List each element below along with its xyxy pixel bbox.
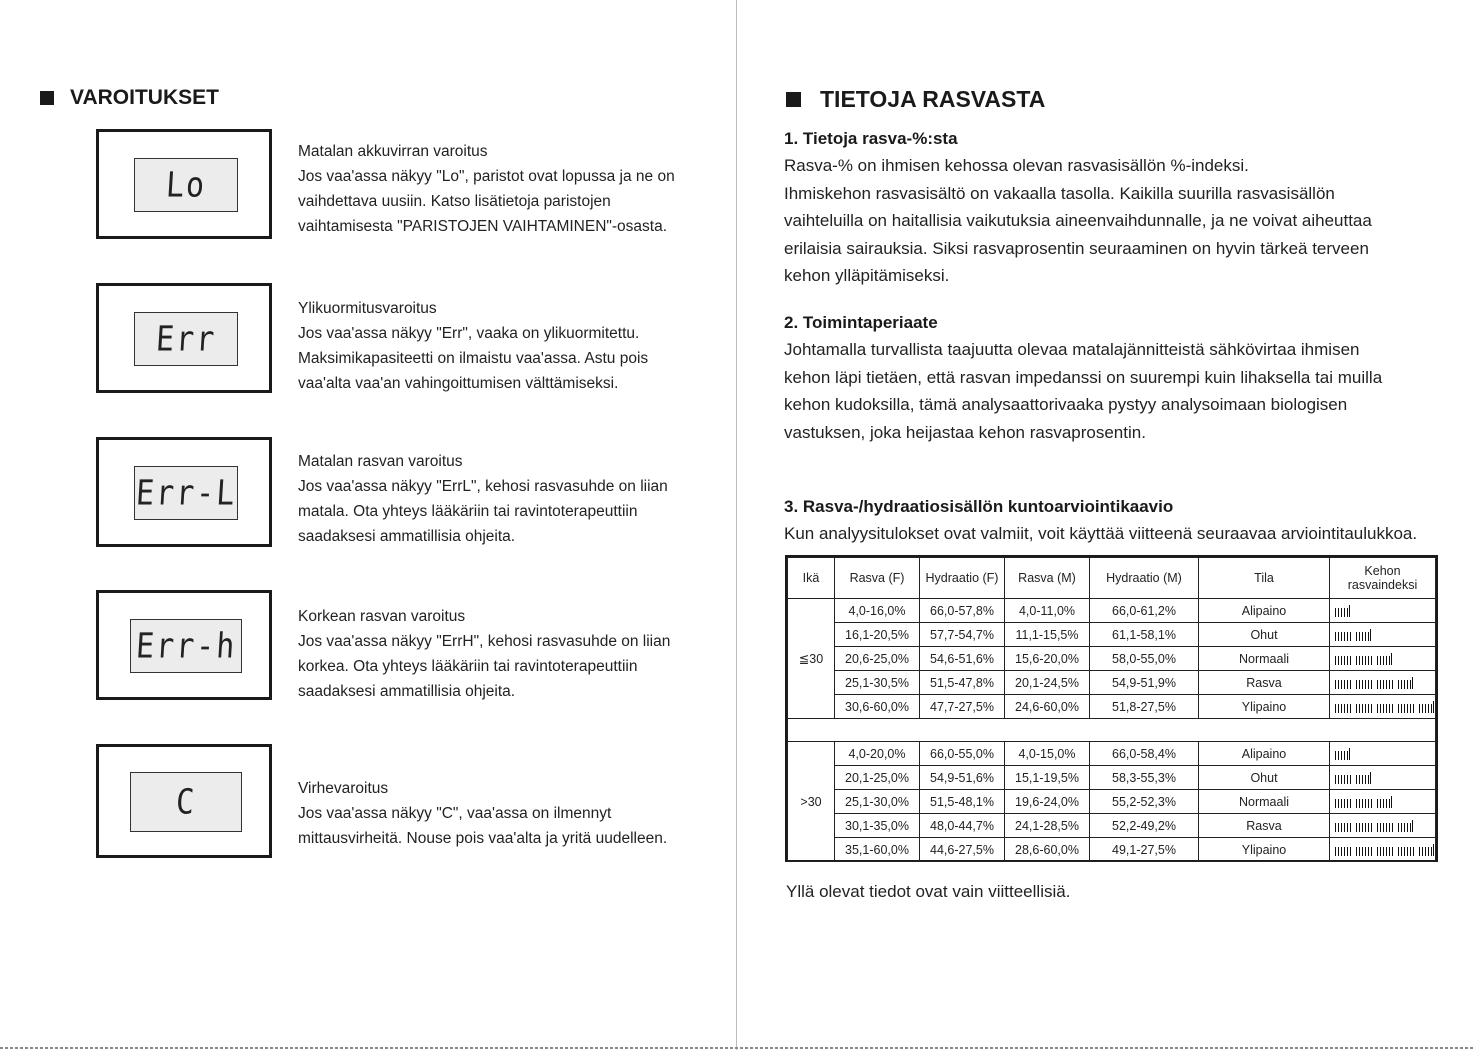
index-bar-group bbox=[1335, 751, 1348, 760]
index-bars-icon bbox=[1335, 820, 1413, 832]
index-bars-icon bbox=[1335, 772, 1371, 784]
index-bar-group bbox=[1419, 847, 1432, 856]
index-bars-icon bbox=[1335, 796, 1392, 808]
warning-title: Matalan akkuvirran varoitus bbox=[298, 143, 488, 160]
index-bar-group bbox=[1356, 680, 1372, 689]
index-bar-group bbox=[1377, 823, 1393, 832]
table-row bbox=[788, 647, 1436, 671]
paragraph-assessment-intro: Kun analyysitulokset ovat valmiit, voit käyttää viitteenä seuraavaa arviointitaulukkoa. bbox=[784, 524, 1418, 543]
index-bar-group bbox=[1377, 799, 1390, 808]
status-cell: Ohut bbox=[1199, 766, 1330, 790]
col-header-age: Ikä bbox=[788, 558, 835, 599]
lcd-screen bbox=[130, 619, 242, 673]
lcd-display-err-h bbox=[96, 590, 272, 700]
index-marker-tick bbox=[1412, 820, 1413, 832]
fat-m-cell: 15,1-19,5% bbox=[1005, 766, 1090, 790]
warning-text-low-battery bbox=[298, 139, 718, 239]
lcd-readout: Err-h bbox=[134, 625, 238, 667]
table-row bbox=[788, 742, 1436, 766]
lcd-screen bbox=[134, 466, 238, 520]
index-bar-group bbox=[1398, 823, 1411, 832]
lcd-screen bbox=[130, 772, 242, 832]
paragraph-line: kehon läpi tietäen, että rasvan impedanssi on suurempi kuin lihaksella tai muilla bbox=[784, 367, 1383, 387]
index-bar-group bbox=[1356, 799, 1372, 808]
index-marker-tick bbox=[1433, 701, 1434, 713]
warning-line: Jos vaa'assa näkyy "ErrL", kehosi rasvasuhde on liian bbox=[298, 478, 668, 495]
paragraph-line: Johtamalla turvallista taajuutta olevaa matalajännitteistä sähkövirtaa ihmisen bbox=[784, 340, 1360, 359]
section-title-text: VAROITUKSET bbox=[70, 86, 219, 109]
index-bar-group bbox=[1335, 632, 1351, 641]
fat-f-cell: 35,1-60,0% bbox=[835, 838, 920, 862]
fat-hydration-table bbox=[785, 555, 1438, 862]
warning-line: korkea. Ota yhteys lääkäriin tai ravintoterapeuttiin bbox=[298, 658, 638, 675]
warning-line: saadaksesi ammatillisia ohjeita. bbox=[298, 683, 516, 700]
col-header-status: Tila bbox=[1199, 558, 1330, 599]
lcd-readout: Lo bbox=[164, 164, 208, 206]
col-header-fat-f: Rasva (F) bbox=[835, 558, 920, 599]
index-bars-icon bbox=[1335, 629, 1371, 641]
hydration-m-cell: 52,2-49,2% bbox=[1090, 814, 1199, 838]
warning-line: vaa'alta vaa'an vahingoittumisen välttämiseksi. bbox=[298, 375, 619, 392]
hydration-f-cell: 66,0-55,0% bbox=[920, 742, 1005, 766]
fat-f-cell: 16,1-20,5% bbox=[835, 623, 920, 647]
index-bar-group bbox=[1356, 656, 1372, 665]
footnote: Yllä olevat tiedot ovat vain viitteellisiä. bbox=[786, 882, 1071, 901]
lcd-readout: Err bbox=[154, 318, 218, 360]
fat-m-cell: 20,1-24,5% bbox=[1005, 671, 1090, 695]
index-bars-icon bbox=[1335, 653, 1392, 665]
fat-f-cell: 25,1-30,5% bbox=[835, 671, 920, 695]
hydration-m-cell: 61,1-58,1% bbox=[1090, 623, 1199, 647]
hydration-f-cell: 51,5-47,8% bbox=[920, 671, 1005, 695]
warning-line: vaihtamisesta "PARISTOJEN VAIHTAMINEN"-osasta. bbox=[298, 218, 668, 235]
body-fat-index-cell bbox=[1330, 647, 1436, 671]
warning-line: saadaksesi ammatillisia ohjeita. bbox=[298, 528, 516, 545]
index-bar-group bbox=[1335, 799, 1351, 808]
index-bar-group bbox=[1356, 704, 1372, 713]
page-divider bbox=[736, 0, 737, 1050]
paragraph-line: Rasva-% on ihmisen kehossa olevan rasvasisällön %-indeksi. bbox=[784, 156, 1249, 175]
table-row bbox=[788, 623, 1436, 647]
hydration-m-cell: 55,2-52,3% bbox=[1090, 790, 1199, 814]
index-marker-tick bbox=[1391, 796, 1392, 808]
hydration-f-cell: 66,0-57,8% bbox=[920, 599, 1005, 623]
status-cell: Rasva bbox=[1199, 814, 1330, 838]
fat-m-cell: 4,0-11,0% bbox=[1005, 599, 1090, 623]
fat-f-cell: 30,1-35,0% bbox=[835, 814, 920, 838]
table-row bbox=[788, 766, 1436, 790]
index-bar-group bbox=[1335, 704, 1351, 713]
fat-f-cell: 20,1-25,0% bbox=[835, 766, 920, 790]
hydration-m-cell: 58,0-55,0% bbox=[1090, 647, 1199, 671]
paragraph-fat-percent bbox=[784, 152, 1372, 290]
index-bar-group bbox=[1398, 847, 1414, 856]
index-marker-tick bbox=[1370, 629, 1371, 641]
index-bars-icon bbox=[1335, 677, 1413, 689]
warning-title: Korkean rasvan varoitus bbox=[298, 608, 466, 625]
paragraph-line: vastuksen, joka heijastaa kehon rasvaprosentin. bbox=[784, 422, 1146, 442]
hydration-f-cell: 57,7-54,7% bbox=[920, 623, 1005, 647]
index-bar-group bbox=[1356, 823, 1372, 832]
body-fat-index-cell bbox=[1330, 623, 1436, 647]
index-bar-group bbox=[1377, 656, 1390, 665]
index-marker-tick bbox=[1433, 844, 1434, 856]
index-bar-group bbox=[1335, 656, 1351, 665]
body-fat-index-cell bbox=[1330, 695, 1436, 719]
warning-line: Jos vaa'assa näkyy "C", vaa'assa on ilmennyt bbox=[298, 805, 612, 822]
subheading-fat-percent: 1. Tietoja rasva-%:sta bbox=[784, 129, 958, 148]
warning-line: Jos vaa'assa näkyy "Lo", paristot ovat lopussa ja ne on bbox=[298, 168, 675, 185]
hydration-m-cell: 54,9-51,9% bbox=[1090, 671, 1199, 695]
warning-line: matala. Ota yhteys lääkäriin tai ravintoterapeuttiin bbox=[298, 503, 638, 520]
hydration-f-cell: 47,7-27,5% bbox=[920, 695, 1005, 719]
body-fat-index-cell bbox=[1330, 742, 1436, 766]
warning-title: Matalan rasvan varoitus bbox=[298, 453, 463, 470]
fat-m-cell: 11,1-15,5% bbox=[1005, 623, 1090, 647]
status-cell: Ohut bbox=[1199, 623, 1330, 647]
paragraph-line: erilaisia sairauksia. Siksi rasvaprosentin seuraaminen on hyvin tärkeä terveen bbox=[784, 238, 1369, 258]
table-header-row bbox=[788, 558, 1436, 599]
warning-title: Ylikuormitusvaroitus bbox=[298, 300, 437, 317]
hydration-m-cell: 58,3-55,3% bbox=[1090, 766, 1199, 790]
index-bar-group bbox=[1377, 680, 1393, 689]
index-bar-group bbox=[1335, 847, 1351, 856]
index-marker-tick bbox=[1349, 605, 1350, 617]
fat-f-cell: 30,6-60,0% bbox=[835, 695, 920, 719]
square-bullet-icon bbox=[40, 91, 54, 105]
age-group-cell: ≦30 bbox=[788, 599, 835, 719]
index-bar-group bbox=[1335, 823, 1351, 832]
fat-f-cell: 20,6-25,0% bbox=[835, 647, 920, 671]
body-fat-index-cell bbox=[1330, 838, 1436, 862]
index-bar-group bbox=[1335, 680, 1351, 689]
index-bar-group bbox=[1335, 608, 1348, 617]
table-row bbox=[788, 838, 1436, 862]
status-cell: Normaali bbox=[1199, 790, 1330, 814]
index-marker-tick bbox=[1391, 653, 1392, 665]
index-marker-tick bbox=[1349, 748, 1350, 760]
hydration-m-cell: 66,0-61,2% bbox=[1090, 599, 1199, 623]
table-row bbox=[788, 671, 1436, 695]
table-row bbox=[788, 790, 1436, 814]
fat-m-cell: 24,1-28,5% bbox=[1005, 814, 1090, 838]
col-header-hydration-m: Hydraatio (M) bbox=[1090, 558, 1199, 599]
hydration-f-cell: 54,9-51,6% bbox=[920, 766, 1005, 790]
paragraph-line: kehon kudoksilla, tämä analysaattorivaaka pystyy analysoimaan biologisen bbox=[784, 395, 1348, 414]
index-bar-group bbox=[1356, 632, 1369, 641]
section-title-text: TIETOJA RASVASTA bbox=[820, 86, 1046, 112]
subheading-operating-principle: 2. Toimintaperiaate bbox=[784, 313, 938, 332]
index-bar-group bbox=[1356, 847, 1372, 856]
index-marker-tick bbox=[1370, 772, 1371, 784]
lcd-screen bbox=[134, 158, 238, 212]
fat-f-cell: 25,1-30,0% bbox=[835, 790, 920, 814]
index-bar-group bbox=[1398, 680, 1411, 689]
warning-text-overload bbox=[298, 296, 718, 396]
table-row bbox=[788, 814, 1436, 838]
index-bar-group bbox=[1419, 704, 1432, 713]
bottom-rule bbox=[0, 1047, 1475, 1049]
index-bar-group bbox=[1356, 775, 1369, 784]
fat-m-cell: 24,6-60,0% bbox=[1005, 695, 1090, 719]
body-fat-index-cell bbox=[1330, 814, 1436, 838]
status-cell: Alipaino bbox=[1199, 742, 1330, 766]
fat-f-cell: 4,0-16,0% bbox=[835, 599, 920, 623]
body-fat-index-cell bbox=[1330, 671, 1436, 695]
col-header-fat-m: Rasva (M) bbox=[1005, 558, 1090, 599]
status-cell: Ylipaino bbox=[1199, 695, 1330, 719]
lcd-readout: C bbox=[174, 781, 198, 823]
index-bar-group bbox=[1398, 704, 1414, 713]
fat-m-cell: 15,6-20,0% bbox=[1005, 647, 1090, 671]
lcd-display-err bbox=[96, 283, 272, 393]
fat-m-cell: 4,0-15,0% bbox=[1005, 742, 1090, 766]
index-marker-tick bbox=[1412, 677, 1413, 689]
index-bars-icon bbox=[1335, 605, 1350, 617]
lcd-display-lo bbox=[96, 129, 272, 239]
col-header-body-fat-index: Kehon rasvaindeksi bbox=[1330, 558, 1436, 599]
col-header-hydration-f: Hydraatio (F) bbox=[920, 558, 1005, 599]
paragraph-line: kehon ylläpitämiseksi. bbox=[784, 266, 950, 285]
lcd-display-c bbox=[96, 744, 272, 858]
status-cell: Normaali bbox=[1199, 647, 1330, 671]
paragraph-operating-principle bbox=[784, 336, 1382, 446]
paragraph-line: Ihmiskehon rasvasisältö on vakaalla tasolla. Kaikilla suurilla rasvasisällön bbox=[784, 183, 1335, 203]
section-title-tietoja-rasvasta bbox=[786, 86, 1045, 113]
age-group-cell: >30 bbox=[788, 742, 835, 862]
lcd-readout: Err-L bbox=[134, 472, 238, 514]
warning-text-high-fat bbox=[298, 604, 718, 704]
table-spacer-cell bbox=[788, 719, 1436, 742]
warning-line: Jos vaa'assa näkyy "Err", vaaka on ylikuormitettu. bbox=[298, 325, 640, 342]
fat-m-cell: 19,6-24,0% bbox=[1005, 790, 1090, 814]
body-fat-index-cell bbox=[1330, 790, 1436, 814]
index-bars-icon bbox=[1335, 701, 1434, 713]
fat-f-cell: 4,0-20,0% bbox=[835, 742, 920, 766]
lcd-display-err-l bbox=[96, 437, 272, 547]
hydration-m-cell: 49,1-27,5% bbox=[1090, 838, 1199, 862]
warning-text-error bbox=[298, 776, 718, 851]
index-bar-group bbox=[1377, 704, 1393, 713]
body-fat-index-cell bbox=[1330, 599, 1436, 623]
hydration-f-cell: 54,6-51,6% bbox=[920, 647, 1005, 671]
table-row bbox=[788, 599, 1436, 623]
hydration-f-cell: 51,5-48,1% bbox=[920, 790, 1005, 814]
hydration-m-cell: 51,8-27,5% bbox=[1090, 695, 1199, 719]
body-fat-index-cell bbox=[1330, 766, 1436, 790]
subheading-assessment-chart: 3. Rasva-/hydraatiosisällön kuntoarviointikaavio bbox=[784, 497, 1174, 516]
index-bar-group bbox=[1377, 847, 1393, 856]
warning-line: Jos vaa'assa näkyy "ErrH", kehosi rasvasuhde on liian bbox=[298, 633, 671, 650]
index-bar-group bbox=[1335, 775, 1351, 784]
hydration-f-cell: 44,6-27,5% bbox=[920, 838, 1005, 862]
section-title-varoitukset bbox=[40, 86, 219, 110]
index-bars-icon bbox=[1335, 844, 1434, 856]
square-bullet-icon bbox=[786, 92, 801, 107]
warning-text-low-fat bbox=[298, 449, 718, 549]
table-spacer-row bbox=[788, 719, 1436, 742]
warning-line: mittausvirheitä. Nouse pois vaa'alta ja yritä uudelleen. bbox=[298, 830, 668, 847]
table-row bbox=[788, 695, 1436, 719]
lcd-screen bbox=[134, 312, 238, 366]
index-bars-icon bbox=[1335, 748, 1350, 760]
warning-line: Maksimikapasiteetti on ilmaistu vaa'assa. Astu pois bbox=[298, 350, 649, 367]
warning-line: vaihdettava uusiin. Katso lisätietoja paristojen bbox=[298, 193, 611, 210]
paragraph-line: vaihteluilla on haitallisia vaikutuksia aineenvaihdunnalle, ja ne voivat aiheuttaa bbox=[784, 211, 1372, 230]
status-cell: Rasva bbox=[1199, 671, 1330, 695]
fat-m-cell: 28,6-60,0% bbox=[1005, 838, 1090, 862]
hydration-f-cell: 48,0-44,7% bbox=[920, 814, 1005, 838]
status-cell: Ylipaino bbox=[1199, 838, 1330, 862]
status-cell: Alipaino bbox=[1199, 599, 1330, 623]
warning-title: Virhevaroitus bbox=[298, 780, 389, 797]
hydration-m-cell: 66,0-58,4% bbox=[1090, 742, 1199, 766]
